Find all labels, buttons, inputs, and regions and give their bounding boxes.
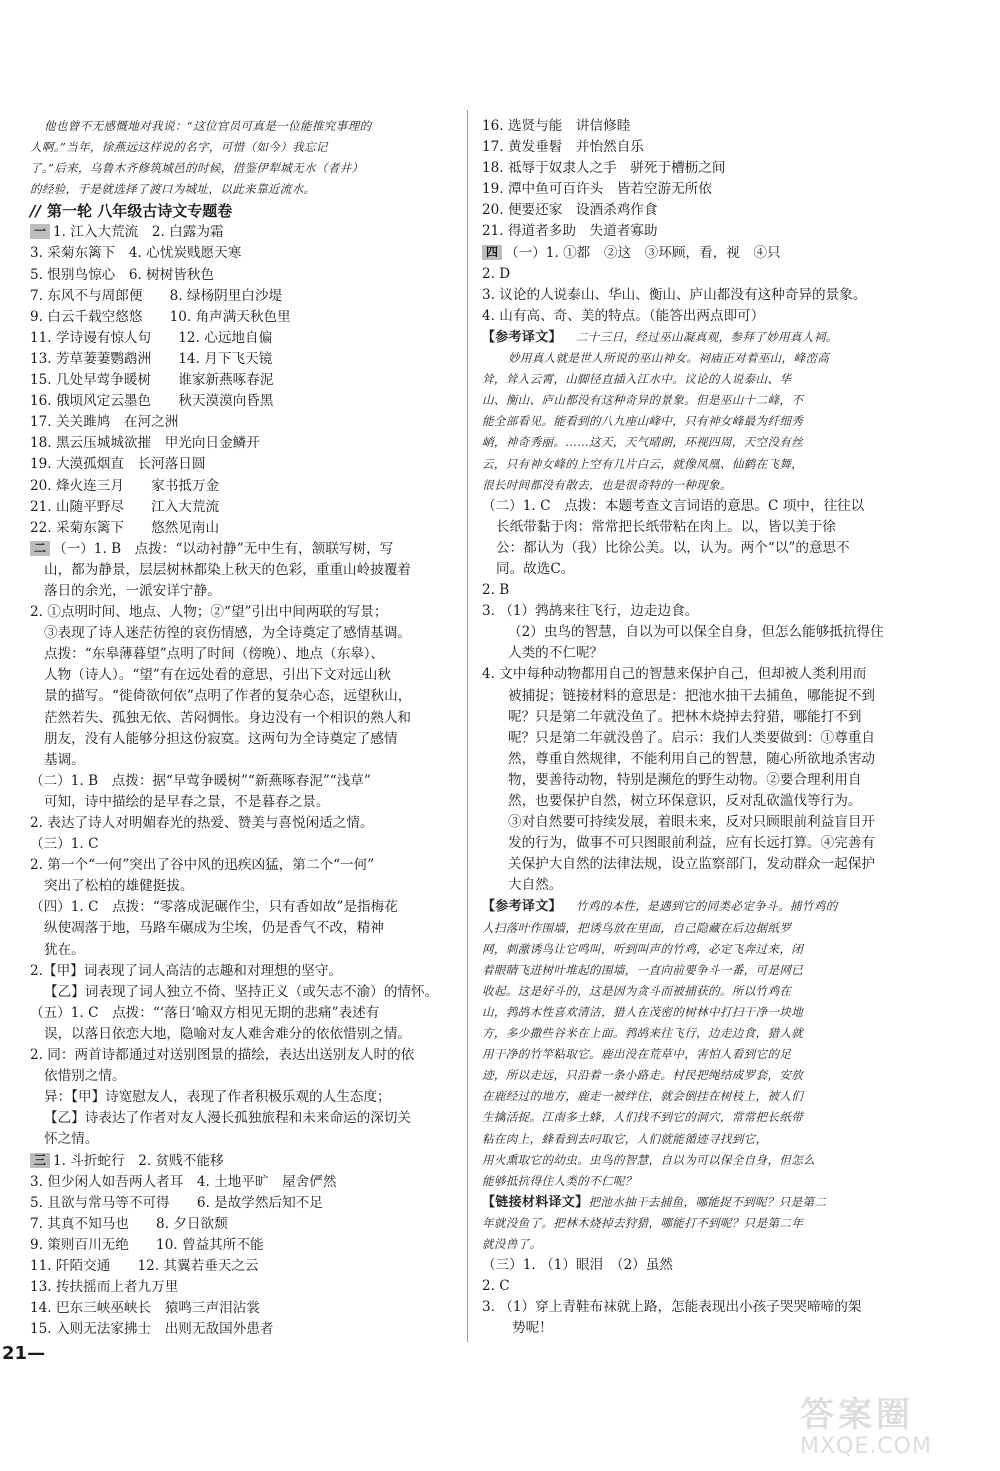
translation-line: 年就没鱼了。把林木烧掉去狩猎，哪能打不到呢？只是第二年	[482, 1215, 804, 1230]
translation-line: 方，多少撒些谷米在上面。鹁鸪来往飞行，边走边食，猎人就	[482, 1026, 804, 1041]
translation-line: 能够抵抗得住人类的不仁呢？	[482, 1173, 637, 1188]
translation-line: 收起。这是好斗的，这是因为贪斗而被捕获的。所以竹鸡在	[482, 983, 792, 998]
answer-line	[482, 770, 912, 791]
answer-text: 可知，诗中描绘的是早春之景，不是暮春之景。	[44, 793, 330, 810]
answer-text: 4. 山有高、奇、美的特点。（能答出两点即可）	[482, 307, 765, 324]
answer-line	[30, 1256, 458, 1277]
translation-line: 山，鹁鸪木性喜欢清洁，猎人在茂密的树林中打扫干净一块地	[482, 1004, 804, 1019]
translation-line: 用火熏取它的幼虫。虫鸟的智慧，自以为可以保全自身，但怎么	[482, 1152, 816, 1167]
translation-line: 生擒活捉。江南多土蜂，人们找不到它的洞穴，常常把长纸带	[482, 1110, 804, 1125]
answer-line	[30, 581, 458, 602]
translation-line: 云，只有神女峰的上空有几片白云，就像凤凰、仙鹤在飞舞，	[482, 456, 804, 471]
answer-text: 5. 且欲与常马等不可得 6. 是故学然后知不足	[30, 1194, 323, 1211]
answer-text: 然，尊重自然规律，不能利用自己的智慧，随心所欲地杀害动	[508, 750, 876, 767]
reference-label: 【参考译文】	[482, 329, 562, 345]
page-number-text: 21	[2, 1343, 28, 1364]
answer-line	[30, 1193, 458, 1214]
reference-translation-2	[482, 896, 912, 1191]
answer-line	[30, 560, 458, 581]
answer-list-left	[30, 222, 458, 1340]
answer-line	[482, 812, 912, 833]
answer-text: 3. 议论的人说泰山、华山、衡山、庐山都没有这种奇异的景象。	[482, 286, 867, 303]
answer-line	[30, 328, 458, 349]
answer-line	[30, 771, 458, 792]
answer-text: 2.【甲】词表现了词人高洁的志趣和对理想的坚守。	[30, 962, 343, 979]
answer-text: 1. 斗折蛇行 2. 贫贱不能移	[53, 1152, 224, 1169]
answer-line	[30, 286, 458, 307]
translation-line: 就没兽了。	[482, 1236, 542, 1251]
answer-text: 2. ①点明时间、地点、人物；②“望”引出中间两联的写景；	[30, 604, 388, 621]
answer-line	[30, 1024, 458, 1045]
translation-line	[482, 896, 912, 917]
answer-line: 16. 选贤与能 讲信修睦	[482, 118, 631, 134]
reference-link-translation	[482, 1192, 912, 1255]
answer-text: 【乙】词表现了词人独立不倚、坚持正义（或矢志不渝）的情怀。	[44, 983, 439, 1000]
answer-text: 呢？只是第二年就没兽了。启示：我们人类要做到：①尊重自	[508, 729, 876, 746]
answer-line	[482, 285, 912, 306]
answer-line	[482, 833, 912, 854]
watermark-logo	[800, 1395, 990, 1465]
answer-text: 怀之情。	[44, 1131, 99, 1148]
answer-text: 发的行为，做事不可只图眼前利益，应有长远打算。④完善有	[508, 835, 876, 852]
answer-text: （三）1. C	[30, 836, 99, 853]
answer-text: 18. 黑云压城城欲摧 甲光向日金鳞开	[30, 435, 260, 452]
answer-line	[30, 665, 458, 686]
answer-line	[30, 792, 458, 813]
answer-line	[482, 622, 912, 643]
answer-text: 公：都认为（我）比徐公美。以，认为。两个“以”的意思不	[496, 539, 850, 556]
answer-line	[30, 370, 458, 391]
answer-text: 然，也要保护自然，树立环保意识，反对乱砍滥伐等行为。	[508, 793, 862, 809]
answer-line	[30, 454, 458, 475]
answer-text: （三）1. （1）眼泪 （2）虽然	[482, 1257, 673, 1274]
answer-line	[482, 749, 912, 770]
translation-line: 用干净的竹竿粘取它。鹿出没在荒草中，害怕人看到它的足	[482, 1047, 792, 1062]
answer-text: ③对自然要可持续发展，着眼未来，反对只顾眼前利益盲目开	[508, 814, 876, 831]
answer-line	[30, 855, 458, 876]
answer-line	[30, 539, 458, 560]
answer-line	[482, 728, 912, 749]
answer-line	[30, 391, 458, 412]
answer-line: 20. 便要还家 设酒杀鸡作食	[482, 202, 658, 219]
answer-text: 景的描写。“徙倚欲何依”点明了作者的复杂心态，远望秋山，	[44, 688, 412, 705]
answer-line	[482, 306, 912, 327]
answer-line	[30, 497, 458, 518]
answer-line	[30, 307, 458, 328]
answer-line	[30, 982, 458, 1003]
answer-text: 11. 阡陌交通 12. 其翼若垂天之云	[30, 1257, 259, 1274]
answer-text: 势呢！	[512, 1320, 553, 1337]
translation-text: 二十三日，经过巫山凝真观，参拜了妙用真人祠。	[575, 329, 838, 344]
answer-line	[30, 412, 458, 433]
answer-line	[30, 876, 458, 897]
answer-line	[482, 643, 912, 664]
answer-line: 18. 祗辱于奴隶人之手 骈死于槽枥之间	[482, 160, 726, 177]
answer-line	[30, 644, 458, 665]
answer-text: 21. 山随平野尽 江入大荒流	[30, 498, 220, 515]
answer-line	[30, 1151, 458, 1172]
answer-line	[30, 1108, 458, 1129]
answer-line	[482, 707, 912, 728]
reference-label: 【参考译文】	[482, 899, 562, 915]
answer-line	[30, 1003, 458, 1024]
answer-line	[482, 1297, 912, 1318]
answer-text: 物，要善待动物，特别是濒危的野生动物。②要合理利用自	[508, 771, 862, 788]
answer-text: ③表现了诗人迷茫彷徨的哀伤情感，为全诗奠定了感情基调。	[44, 625, 412, 642]
translation-line: 在鹿经过的地方，鹿走一被绊住，就会倒挂在树枝上，被人们	[482, 1089, 804, 1104]
answer-text: 大自然。	[508, 877, 563, 894]
answer-text: （2）虫鸟的智慧，自以为可以保全自身，但怎么能够抵抗得住	[508, 624, 884, 641]
answer-text: （五）1. C 点拨：“‘落日’喻双方相见无期的悲痛”表述有	[30, 1004, 380, 1021]
answer-text: 同。故选C。	[496, 560, 575, 577]
answer-text: 14. 巴东三峡巫峡长 猿鸣三声泪沾裳	[30, 1300, 260, 1317]
answer-line	[30, 708, 458, 729]
answer-text: 异：【甲】诗宽慰友人，表现了作者积极乐观的人生态度；	[44, 1089, 391, 1106]
translation-line: 网，刺激诱鸟让它鸣叫，听到叫声的竹鸡，必定飞奔过来，闭	[482, 941, 804, 956]
answer-line	[482, 1276, 912, 1297]
answer-text: 11. 学诗谩有惊人句 12. 心远地自偏	[30, 329, 273, 346]
answer-line	[482, 664, 912, 685]
answer-line	[482, 517, 912, 538]
answer-text: 被捕捉；链接材料的意思是：把池水抽干去捕鱼，哪能捉不到	[508, 687, 876, 704]
section-badge: 一	[30, 224, 50, 239]
translation-line: 迹，所以走远，只沿着一条小路走。村民把绳结成罗套，安放	[482, 1068, 804, 1083]
answer-text: 朋友，没有人能够分担这份寂寞。这两句为全诗奠定了感情	[44, 730, 398, 747]
answer-line: 19. 潭中鱼可百许头 皆若空游无所依	[482, 181, 712, 198]
answer-text: 点拨：“东皋薄暮望”点明了时间（傍晚）、地点（东皋）、	[44, 646, 385, 663]
answer-line	[30, 1045, 458, 1066]
answer-line	[30, 729, 458, 750]
section-heading	[30, 200, 458, 222]
answer-line	[482, 264, 912, 285]
answer-text: 13. 抟扶摇而上者九万里	[30, 1279, 179, 1296]
reference-translation-1	[482, 327, 912, 496]
watermark-url: MXQE.COM	[800, 1434, 932, 1459]
answer-text: 15. 入则无法家拂士 出则无敌国外患者	[30, 1321, 274, 1338]
answer-text: 3. 采菊东篱下 4. 心忧炭贱愿天寒	[30, 245, 242, 262]
answer-line	[30, 476, 458, 497]
column-divider	[467, 110, 468, 1342]
answer-text: 20. 烽火连三月 家书抵万金	[30, 477, 220, 494]
answer-line	[482, 875, 912, 896]
answer-line	[30, 433, 458, 454]
answer-line	[482, 601, 912, 622]
answer-line	[30, 518, 458, 539]
answer-line	[30, 1087, 458, 1108]
answer-text: 22. 采菊东篱下 悠然见南山	[30, 519, 220, 536]
answer-line	[30, 897, 458, 918]
answer-text: 7. 东风不与周郎便 8. 绿杨阴里白沙堤	[30, 287, 283, 304]
answer-line	[482, 580, 912, 601]
answer-text: 长纸带黏于肉：常常把长纸带粘在肉上。以，皆以美于徐	[496, 518, 836, 535]
answer-line	[482, 1255, 912, 1276]
answer-line	[30, 750, 458, 771]
answer-line	[30, 1298, 458, 1319]
answer-line	[30, 1214, 458, 1235]
answer-text: 9. 白云千载空悠悠 10. 角声满天秋色里	[30, 308, 291, 325]
page-number: 21—	[2, 1343, 46, 1364]
answer-line	[30, 940, 458, 961]
answer-text: 2. B	[482, 582, 510, 599]
answer-line	[482, 854, 912, 875]
answer-text: 关保护大自然的法律法规，设立监察部门，发动群众一起保护	[508, 856, 876, 873]
answer-line	[30, 1277, 458, 1298]
answer-text: 5. 恨别鸟惊心 6. 树树皆秋色	[30, 266, 215, 283]
answer-line	[30, 918, 458, 939]
answer-text: 19. 大漠孤烟直 长河落日圆	[30, 456, 206, 473]
answer-text: 3. （1）鹁鸪来往飞行，边走边食。	[482, 603, 699, 620]
section-badge: 二	[30, 541, 50, 556]
section-title: 第一轮 八年级古诗文专题卷	[46, 202, 233, 221]
translation-line: 妙用真人就是世人所说的巫山神女。祠庙正对着巫山，峰峦高	[508, 351, 830, 366]
answer-section-4b	[482, 496, 912, 897]
answer-text: 突出了松柏的雄健挺拔。	[44, 878, 194, 895]
reference-label: 【链接材料译文】	[482, 1194, 589, 1210]
translation-line: 很长时间都没有散去，也是很奇特的一种现象。	[482, 477, 732, 492]
answer-line: 17. 黄发垂髫 并怡然自乐	[482, 139, 644, 156]
answer-text: 纵使凋落于地，马路车碾成为尘埃，仍是香气不改，精神	[44, 920, 384, 937]
answer-text: 17. 关关雎鸠 在河之洲	[30, 414, 179, 431]
answer-line	[482, 496, 912, 517]
answer-text: 2. 同：两首诗都通过对送别图景的描绘，表达出送别友人时的依	[30, 1047, 415, 1064]
answer-text: 1. 江入大荒流 2. 白露为霜	[53, 224, 224, 241]
answer-text: 【乙】诗表达了作者对友人漫长孤独旅程和未来命运的深切关	[44, 1110, 412, 1127]
answer-text: 山，都为静景，层层树林都染上秋天的色彩，重重山岭披覆着	[44, 561, 412, 578]
translation-line: 着眼睛飞进树叶堆起的围墙，一直向前要争斗一番，可是网已	[482, 962, 804, 977]
right-column	[482, 116, 912, 1339]
translation-line: 他也曾不无感慨地对我说：“这位官员可真是一位能推究事理的	[44, 119, 372, 133]
translation-line: 峭，神奇秀丽。……这天，天气晴朗，环视四周，天空没有丝	[482, 435, 804, 450]
translation-line: 人啊。”当年，徐燕远这样说的名字，可惜（如今）我忘记	[30, 140, 328, 155]
answer-text: 误，以落日依恋大地，隐喻对友人难舍难分的依依惜别之情。	[44, 1025, 412, 1042]
answer-text: 2. 表达了诗人对明媚春光的热爱、赞美与喜悦闲适之情。	[30, 815, 374, 831]
answer-line	[30, 961, 458, 982]
translation-line	[482, 1192, 912, 1213]
answer-line	[30, 1129, 458, 1150]
answer-line	[30, 834, 458, 855]
answer-text: （四）1. C 点拨：“零落成泥碾作尘，只有香如故”是指梅花	[30, 899, 398, 916]
section-badge: 四	[482, 245, 502, 260]
answer-text: 呢？只是第二年就没鱼了。把林木烧掉去狩猎，哪能打不到	[508, 708, 862, 725]
answer-text: 16. 俄顷风定云墨色 秋天漠漠向昏黑	[30, 393, 274, 410]
answer-line	[482, 791, 912, 812]
answer-text: 15. 几处早莺争暖树 谁家新燕啄春泥	[30, 372, 274, 389]
answer-text: 4. 文中每种动物都用自己的智慧来保护自己，但却被人类利用而	[482, 666, 867, 683]
answer-text: 7. 其真不知马也 8. 夕日欲颓	[30, 1215, 228, 1232]
answer-text: 落日的余光，一派安详宁静。	[44, 582, 221, 599]
translation-line: 山、衡山、庐山都没有这种奇异的景象。但是巫山十二峰，不	[482, 393, 804, 408]
answer-text: 人类的不仁呢？	[508, 645, 604, 662]
answer-text: 人物（诗人）。“望”有在远处看的意思，引出下文对远山秋	[44, 667, 391, 684]
translation-line	[482, 327, 912, 348]
left-column	[30, 116, 458, 1340]
translation-text: 把池水抽干去捕鱼，哪能捉不到呢？只是第二	[588, 1194, 827, 1209]
section-slash-icon: //	[30, 202, 41, 221]
answer-line	[30, 265, 458, 286]
answer-line	[30, 813, 458, 834]
translation-line: 的经验，于是就选择了渡口为城址，以此来靠近流水。	[30, 182, 316, 197]
answer-line	[482, 243, 912, 264]
answer-text: （二）1. B 点拨：据“早莺争暖树”“新燕啄春泥”“浅草”	[30, 772, 371, 789]
translation-line: 人扫落叶作围墙，把诱鸟放在里面，自己隐藏在后边据纸罗	[482, 920, 792, 935]
answer-line	[30, 349, 458, 370]
answer-text: （二）1. C 点拨：本题考查文言词语的意思。C 项中，往往以	[482, 497, 865, 514]
answer-line	[30, 1172, 458, 1193]
answer-text: 茫然若失、孤独无依、苦闷惆怅。身边没有一个相识的熟人和	[44, 709, 412, 726]
answer-line	[30, 623, 458, 644]
answer-line	[30, 686, 458, 707]
answer-text: 依惜别之情。	[44, 1068, 126, 1085]
answer-text: 2. D	[482, 265, 511, 282]
answer-line	[482, 559, 912, 580]
answer-text: （一）1. ①都 ②这 ③环顾，看，视 ④只	[505, 244, 781, 261]
answer-text: 3. 但少闲人如吾两人者耳 4. 土地平旷 屋舍俨然	[30, 1173, 337, 1190]
answer-line	[482, 538, 912, 559]
translation-line: 耸，耸入云霄，山脚径直插入江水中。议论的人说泰山、华	[482, 372, 792, 387]
answer-text: 13. 芳草萋萋鹦鹉洲 14. 月下飞天镜	[30, 350, 273, 367]
answer-text: 2. C	[482, 1278, 510, 1295]
section-badge: 三	[30, 1153, 50, 1168]
answer-line	[30, 243, 458, 264]
translation-line: 粘在肉上，蜂看到去叼取它，人们就能循迹寻找到它，	[482, 1131, 768, 1146]
answer-line	[482, 686, 912, 707]
answer-text: 9. 策则百川无绝 10. 曾益其所不能	[30, 1236, 264, 1253]
translation-line: 了。”后来，乌鲁木齐修筑城邑的时候，借鉴伊犁城无水（者井）	[30, 161, 364, 176]
translation-line: 能全部看见。能看到的八九座山峰中，只有神女峰最为纤细秀	[482, 414, 804, 429]
translation-text: 竹鸡的本性，是遇到它的同类必定争斗。捕竹鸡的	[575, 899, 838, 914]
watermark-text: 答案圈	[800, 1395, 914, 1435]
answer-text: （一）1. B 点拨：“以动衬静”无中生有，颔联写树，写	[53, 540, 394, 557]
answer-line	[30, 1319, 458, 1340]
answer-text: 犹在。	[44, 941, 85, 958]
answer-text: 3. （1）穿上青鞋布袜就上路，怎能表现出小孩子哭哭啼啼的架	[482, 1299, 862, 1316]
answer-section-4c	[482, 1255, 912, 1339]
answer-line	[30, 602, 458, 623]
answer-line	[30, 1235, 458, 1256]
answer-line	[30, 222, 458, 243]
answer-text: 基调。	[44, 751, 85, 768]
answer-line: 21. 得道者多助 失道者寡助	[482, 223, 658, 240]
answer-text: 2. 第一个“一何”突出了谷中风的迅疾凶猛，第二个“一何”	[30, 857, 375, 874]
answer-line	[482, 1318, 912, 1339]
answer-line	[30, 1066, 458, 1087]
answer-section-4	[482, 243, 912, 327]
